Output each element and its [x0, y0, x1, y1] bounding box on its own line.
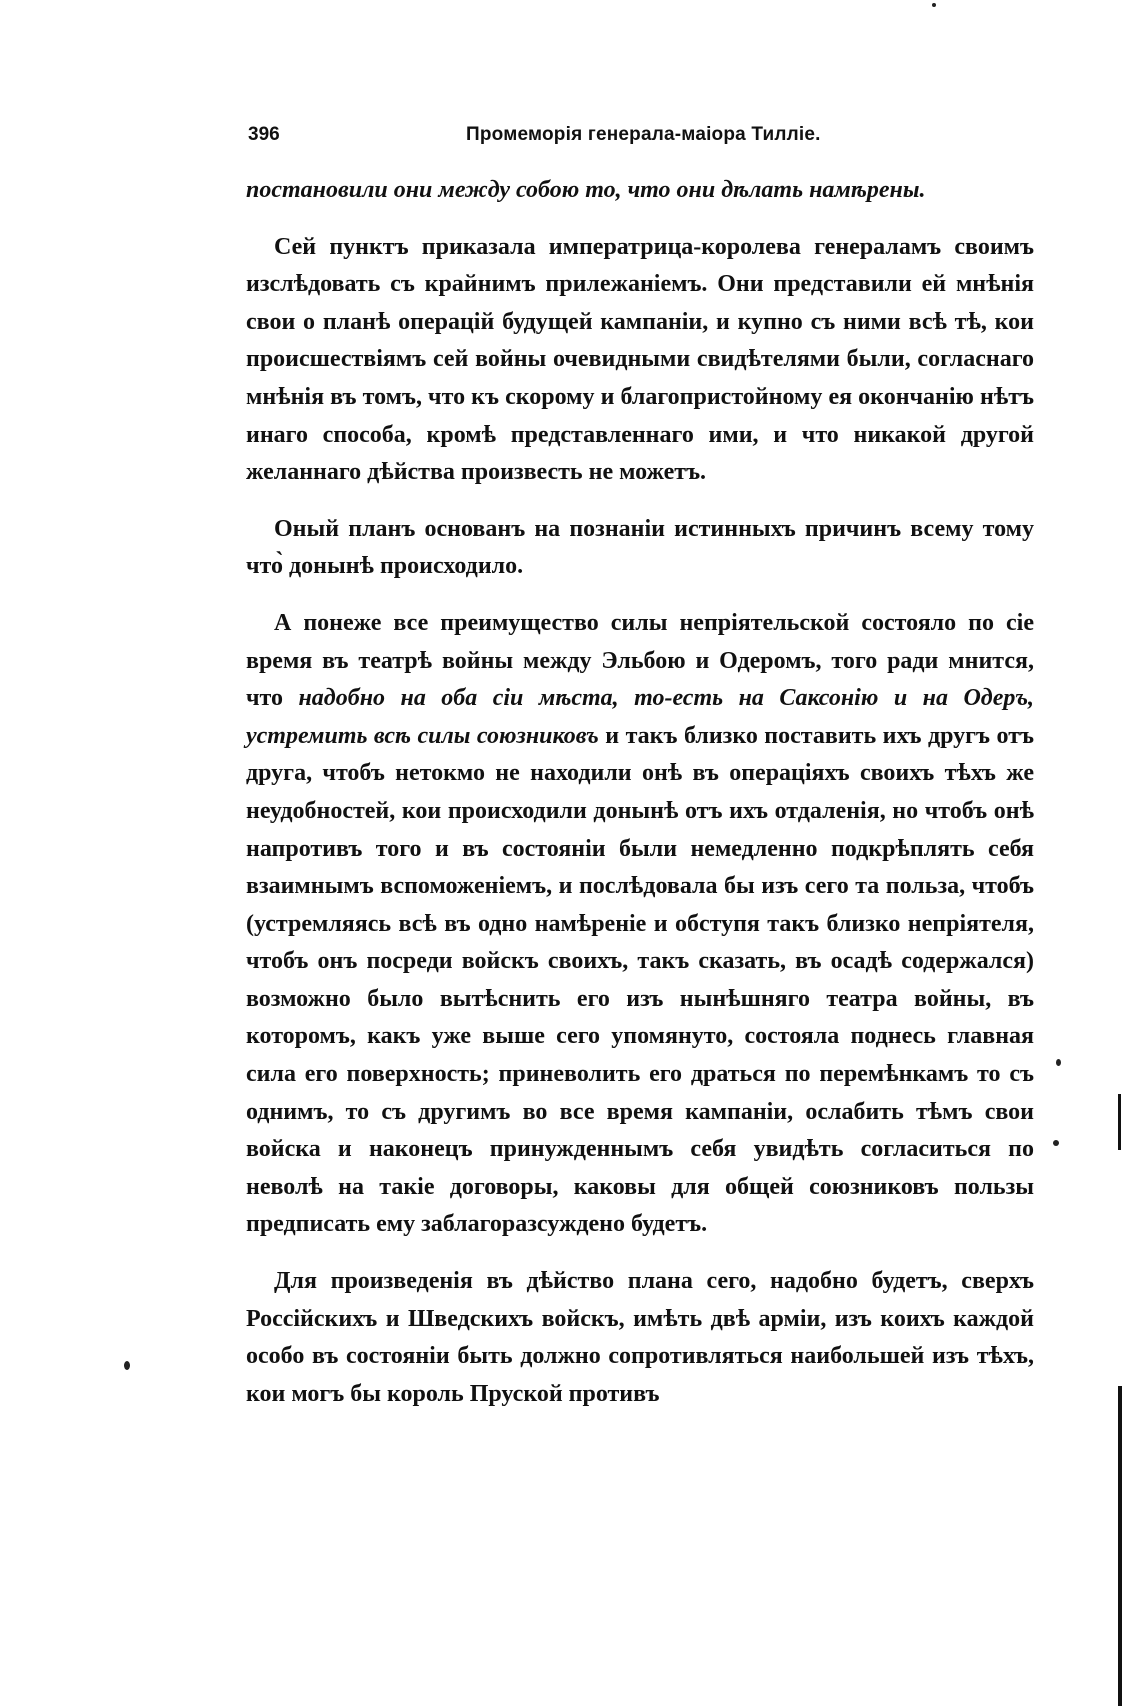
text-segment: Сей пунктъ приказала императрица-королева генераламъ своимъ изслѣдовать съ крайнимъ прилежаніемъ. Они представили ей мнѣнія свои о планѣ операцій будущей кампаніи, и купно съ ними всѣ тѣ, кои происшествіямъ сей войны очевидными свидѣтелями были, согласнаго мнѣнія въ томъ, что къ скорому и благопристойному ея окончанію нѣтъ инаго способа, кромѣ представленнаго ими, и что никакой другой желаннаго дѣйства произвесть не можетъ.: [246, 233, 1034, 486]
page-number: 396: [248, 124, 280, 145]
paragraph: [246, 229, 1034, 492]
paragraph: [246, 605, 1034, 1244]
page-header: [248, 124, 1038, 154]
scan-speck: [124, 1361, 130, 1370]
text-segment: Оный планъ основанъ на познаніи истинныхъ причинъ всему тому что̀ донынѣ происходило.: [246, 515, 1034, 580]
italic-text-segment: надобно на оба сіи мѣста, то-есть на Саксонію и на Одеръ, устремить всѣ силы союзниковъ: [246, 685, 1034, 749]
text-segment: А понеже все преимущество силы непріятельской состояло по сіе время въ театрѣ войны между Эльбою и Одеромъ, того ради мнится, что: [246, 609, 1034, 712]
italic-text-segment: постановили они между собою то, что они дѣлать намѣрены.: [246, 177, 926, 203]
paragraph: [246, 172, 1034, 210]
text-segment: и такъ близко поставить ихъ другъ отъ друга, чтобъ нетокмо не находили онѣ въ операціяхъ своихъ тѣхъ же неудобностей, кои происходили донынѣ отъ ихъ отдаленія, но чтобъ онѣ напротивъ того и въ состояніи были немедленно подкрѣплять себя взаимнымъ вспоможеніемъ, и послѣдовала бы изъ сего та польза, чтобъ (устремляясь всѣ въ одно намѣреніе и обступя такъ близко непріятеля, чтобъ онъ посреди войскъ своихъ, такъ сказать, въ осадѣ содержался) возможно было вытѣснить его изъ нынѣшняго театра войны, въ которомъ, какъ уже выше сего упомянуто, состояла поднесь главная сила его поверхность; приневолить его драться по перемѣнкамъ то съ однимъ, то съ другимъ во все время кампаніи, ослабить тѣмъ свои войска и наконецъ принужденнымъ себя увидѣть согласиться по неволѣ на такіе договоры, каковы для общей союзниковъ пользы предписать ему заблагоразсуждено будетъ.: [246, 722, 1034, 1238]
paragraph: [246, 511, 1034, 586]
scan-edge-line: [1118, 1094, 1121, 1150]
paragraph: [246, 1263, 1034, 1413]
text-segment: Для произведенія въ дѣйство плана сего, надобно будетъ, сверхъ Россійскихъ и Шведскихъ войскъ, имѣть двѣ арміи, изъ коихъ каждой особо въ состояніи быть должно сопротивляться наибольшей изъ тѣхъ, кои могъ бы король Пруской противъ: [246, 1268, 1034, 1407]
scan-speck: [1056, 1059, 1061, 1066]
scan-edge-line: [1118, 1386, 1122, 1706]
body-text: [246, 172, 1034, 1432]
scan-speck: [1053, 1140, 1059, 1146]
running-title: Промеморія генерала-маіора Тиллie.: [466, 124, 821, 145]
scan-speck: [932, 3, 936, 7]
